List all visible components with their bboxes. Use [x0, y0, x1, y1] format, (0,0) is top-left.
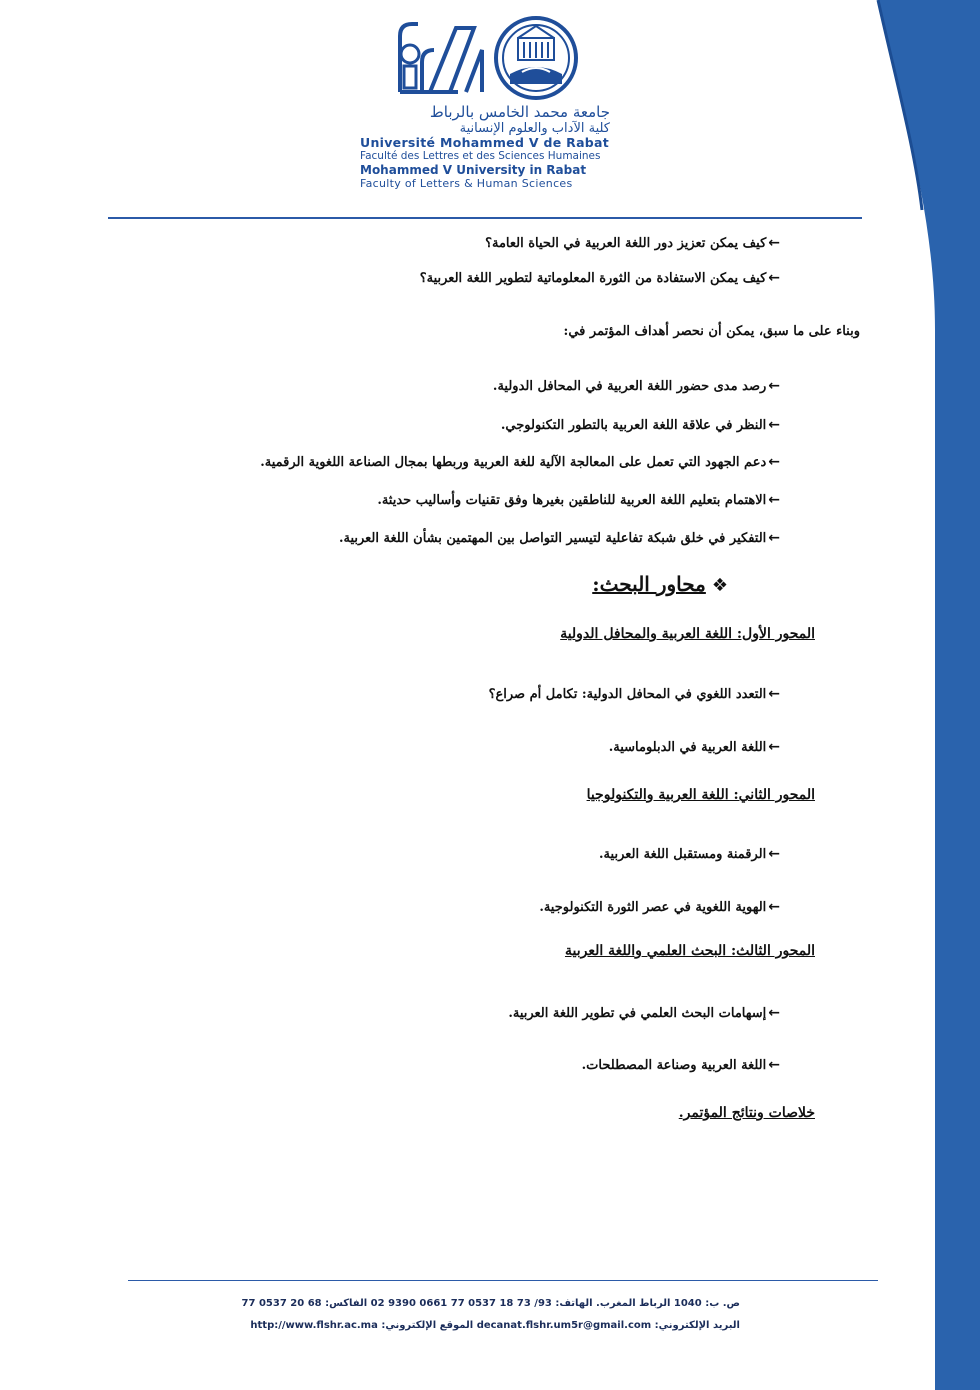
university-logo [360, 14, 600, 102]
axis-title: المحور الثاني: اللغة العربية والتكنولوجيا [586, 787, 815, 803]
objective-item: ←دعم الجهود التي تعمل على المعالجة الآلية للغة العربية وربطها بمجال الصناعة اللغوية الرقمية. [260, 454, 780, 470]
arrow-left-icon: ← [768, 270, 780, 286]
faculty-name-fr: Faculté des Lettres et des Sciences Humaines [360, 150, 601, 162]
footer-divider [128, 1280, 878, 1281]
arrow-left-icon: ← [768, 739, 780, 755]
university-name-en: Mohammed V University in Rabat [360, 163, 587, 177]
axis-item: ←اللغة العربية وصناعة المصطلحات. [581, 1057, 780, 1073]
diamond-bullet-icon: ❖ [711, 575, 728, 596]
arrow-left-icon: ← [768, 235, 780, 251]
university-name-fr: Université Mohammed V de Rabat [360, 135, 610, 150]
arrow-left-icon: ← [768, 686, 780, 702]
objective-item: ←التفكير في خلق شبكة تفاعلية لتيسير التواصل بين المهتمين بشأن اللغة العربية. [338, 530, 780, 546]
axis-item: ←اللغة العربية في الدبلوماسية. [608, 739, 780, 755]
conclusion-title: خلاصات ونتائج المؤتمر. [678, 1105, 815, 1121]
arrow-left-icon: ← [768, 1005, 780, 1021]
objective-item: ←الاهتمام بتعليم اللغة العربية للناطقين بغيرها وفق تقنيات وأساليب حديثة. [377, 492, 780, 508]
arrow-left-icon: ← [768, 899, 780, 915]
objective-item: ←رصد مدى حضور اللغة العربية في المحافل الدولية. [492, 378, 780, 394]
footer-contact: ص. ب: 1040 الرباط المغرب. الهاتف: 93/ 73 18 0537 77 0661 9390 02 الفاكس: 68 20 0537 77 [241, 1298, 740, 1309]
arrow-left-icon: ← [768, 492, 780, 508]
objectives-intro: وبناء على ما سبق، يمكن أن نحصر أهداف المؤتمر في: [563, 324, 860, 339]
arrow-left-icon: ← [768, 530, 780, 546]
axis-title: المحور الثالث: البحث العلمي واللغة العربية [564, 943, 815, 959]
axis-item: ←الرقمنة ومستقبل اللغة العربية. [599, 846, 780, 862]
objective-item: ←النظر في علاقة اللغة العربية بالتطور التكنولوجي. [500, 417, 780, 433]
research-axes-heading: ❖محاور البحث: [592, 572, 728, 596]
footer-web[interactable]: البريد الإلكتروني: decanat.flshr.um5r@gmail.com الموقع الإلكتروني: http://www.flshr.ac.ma [250, 1320, 740, 1331]
arrow-left-icon: ← [768, 1057, 780, 1073]
arrow-left-icon: ← [768, 846, 780, 862]
axis-title: المحور الأول: اللغة العربية والمحافل الدولية [560, 626, 815, 642]
axis-item: ←التعدد اللغوي في المحافل الدولية: تكامل أم صراع؟ [488, 686, 780, 702]
arrow-left-icon: ← [768, 417, 780, 433]
axis-item: ←إسهامات البحث العلمي في تطوير اللغة العربية. [508, 1005, 780, 1021]
axis-item: ←الهوية اللغوية في عصر الثورة التكنولوجية. [539, 899, 780, 915]
header-divider [108, 217, 862, 219]
faculty-name-en: Faculty of Letters & Human Sciences [360, 177, 573, 190]
question-item: ←كيف يمكن تعزيز دور اللغة العربية في الحياة العامة؟ [485, 235, 780, 251]
faculty-name-ar: كلية الآداب والعلوم الإنسانية [459, 121, 610, 136]
arrow-left-icon: ← [768, 454, 780, 470]
university-name-ar: جامعة محمد الخامس بالرباط [429, 103, 610, 121]
letterhead [360, 14, 610, 190]
question-item: ←كيف يمكن الاستفادة من الثورة المعلوماتية لتطوير اللغة العربية؟ [419, 270, 780, 286]
arrow-left-icon: ← [768, 378, 780, 394]
